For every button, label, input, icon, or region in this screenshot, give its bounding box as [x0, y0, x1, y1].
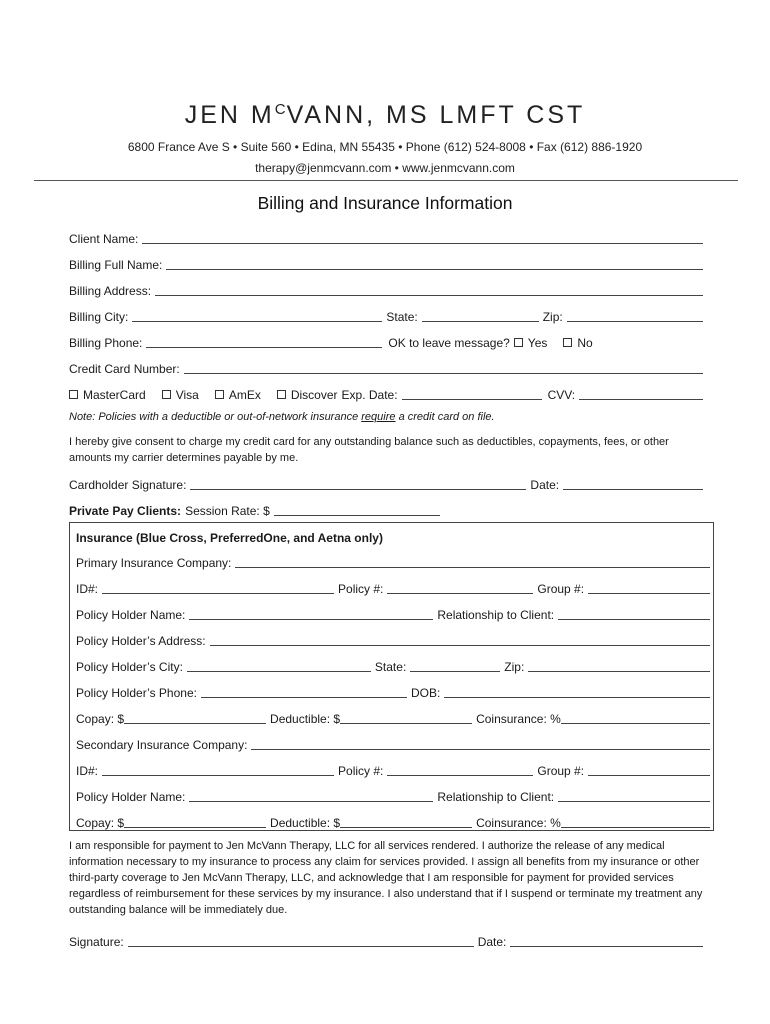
- discover-checkbox[interactable]: [277, 390, 286, 399]
- holder-state-field[interactable]: [410, 659, 500, 672]
- client-name-row: [69, 228, 703, 246]
- exp-date-label: Exp. Date:: [341, 388, 398, 402]
- primary-holder-row: [76, 604, 710, 622]
- private-pay-label: Private Pay Clients:: [69, 504, 182, 518]
- authorization-text: I am responsible for payment to Jen McVann Therapy, LLC for all services rendered. I authorize the release of any medical information necessary to my insurance to process any claim for services provided. I assign all benefits from my insurance or other third-party coverage to Jen McVann Therapy, LLC, and acknowledge that I am responsible for payment for provided services regardless of reimbursement for these services by my insurance. I also understand that if I suspend or terminate my treatment any outstanding balance will be immediately due.: [69, 840, 703, 916]
- holder-address-row: [76, 630, 710, 648]
- primary-ids-row: [76, 578, 710, 596]
- practice-contact: therapy@jenmcvann.com • www.jenmcvann.com: [255, 161, 515, 175]
- primary-company-field[interactable]: [235, 555, 710, 568]
- exp-date-field[interactable]: [402, 387, 542, 400]
- holder-zip-label: Zip:: [504, 660, 525, 674]
- client-name-label: Client Name:: [69, 232, 139, 246]
- primary-costs-row: [76, 708, 710, 726]
- secondary-copay-label: Copay: $: [76, 816, 125, 830]
- credit-card-number-label: Credit Card Number:: [69, 362, 180, 376]
- client-name-field[interactable]: [142, 231, 703, 244]
- cvv-field[interactable]: [579, 387, 703, 400]
- secondary-id-field[interactable]: [102, 763, 334, 776]
- primary-holder-name-label: Policy Holder Name:: [76, 608, 186, 622]
- insurance-heading-row: [76, 527, 696, 545]
- billing-address-label: Billing Address:: [69, 284, 152, 298]
- card-type-row: [69, 384, 703, 402]
- cardholder-date-field[interactable]: [563, 477, 703, 490]
- billing-city-row: [69, 306, 703, 324]
- secondary-company-field[interactable]: [251, 737, 710, 750]
- primary-company-label: Primary Insurance Company:: [76, 556, 232, 570]
- holder-state-label: State:: [374, 660, 407, 674]
- practice-name: JEN $M^CVANN$, MS LMFT CST: [184, 101, 586, 129]
- billing-phone-field[interactable]: [146, 335, 382, 348]
- secondary-holder-row: [76, 786, 710, 804]
- amex-checkbox[interactable]: [215, 390, 224, 399]
- form-title: Billing and Insurance Information: [257, 193, 513, 213]
- secondary-coinsurance-label: Coinsurance: %: [476, 816, 561, 830]
- cardholder-signature-field[interactable]: [190, 477, 526, 490]
- primary-deductible-label: Deductible: $: [270, 712, 341, 726]
- holder-phone-row: [76, 682, 710, 700]
- secondary-copay-field[interactable]: [124, 815, 266, 828]
- primary-copay-label: Copay: $: [76, 712, 125, 726]
- secondary-ids-row: [76, 760, 710, 778]
- billing-state-field[interactable]: [422, 309, 539, 322]
- primary-coinsurance-field[interactable]: [561, 711, 710, 724]
- secondary-id-label: ID#:: [76, 764, 99, 778]
- secondary-policy-label: Policy #:: [338, 764, 384, 778]
- session-rate-label: Session Rate: $: [185, 504, 270, 518]
- billing-city-field[interactable]: [132, 309, 382, 322]
- primary-id-label: ID#:: [76, 582, 99, 596]
- secondary-company-row: [76, 734, 710, 752]
- yes-checkbox[interactable]: [514, 338, 523, 347]
- practice-address: 6800 France Ave S • Suite 560 • Edina, MN 55435 • Phone (612) 524-8008 • Fax (612) 886-1920: [127, 140, 643, 154]
- signature-field[interactable]: [128, 934, 474, 947]
- cardholder-signature-row: [69, 474, 703, 492]
- signature-date-label: Date:: [477, 935, 507, 949]
- secondary-policy-field[interactable]: [387, 763, 533, 776]
- mastercard-label: MasterCard: [83, 388, 146, 402]
- primary-coinsurance-label: Coinsurance: %: [476, 712, 561, 726]
- signature-label: Signature:: [69, 935, 124, 949]
- cardholder-date-label: Date:: [530, 478, 560, 492]
- session-rate-field[interactable]: [274, 503, 440, 516]
- discover-label: Discover: [290, 388, 338, 402]
- billing-full-name-row: [69, 254, 703, 272]
- holder-phone-label: Policy Holder’s Phone:: [76, 686, 197, 700]
- yes-label: Yes: [527, 336, 548, 350]
- primary-copay-field[interactable]: [124, 711, 266, 724]
- secondary-deductible-field[interactable]: [340, 815, 472, 828]
- billing-zip-field[interactable]: [567, 309, 703, 322]
- primary-group-label: Group #:: [537, 582, 585, 596]
- holder-dob-label: DOB:: [410, 686, 441, 700]
- credit-card-number-field[interactable]: [184, 361, 703, 374]
- holder-address-label: Policy Holder’s Address:: [76, 634, 206, 648]
- secondary-group-field[interactable]: [588, 763, 710, 776]
- billing-state-label: State:: [386, 310, 418, 324]
- billing-address-row: [69, 280, 703, 298]
- visa-checkbox[interactable]: [162, 390, 171, 399]
- credit-card-note: Note: Policies with a deductible or out-of-network insurance require a credit card on file.: [69, 411, 495, 423]
- secondary-holder-name-label: Policy Holder Name:: [76, 790, 186, 804]
- insurance-heading: Insurance (Blue Cross, PreferredOne, and Aetna only): [76, 531, 383, 545]
- no-label: No: [577, 336, 593, 350]
- secondary-holder-name-field[interactable]: [189, 789, 433, 802]
- primary-policy-field[interactable]: [387, 581, 533, 594]
- no-checkbox[interactable]: [563, 338, 572, 347]
- visa-label: Visa: [175, 388, 199, 402]
- billing-zip-label: Zip:: [542, 310, 563, 324]
- cardholder-signature-label: Cardholder Signature:: [69, 478, 187, 492]
- holder-address-field[interactable]: [210, 633, 710, 646]
- cvv-label: CVV:: [547, 388, 576, 402]
- credit-card-row: [69, 358, 703, 376]
- primary-relationship-label: Relationship to Client:: [437, 608, 555, 622]
- private-pay-row: [69, 500, 489, 518]
- billing-phone-label: Billing Phone:: [69, 336, 143, 350]
- primary-company-row: [76, 552, 710, 570]
- signature-date-field[interactable]: [510, 934, 703, 947]
- holder-dob-field[interactable]: [444, 685, 710, 698]
- billing-city-label: Billing City:: [69, 310, 129, 324]
- primary-group-field[interactable]: [588, 581, 710, 594]
- holder-phone-field[interactable]: [201, 685, 407, 698]
- primary-deductible-field[interactable]: [340, 711, 472, 724]
- primary-relationship-field[interactable]: [558, 607, 710, 620]
- holder-city-label: Policy Holder’s City:: [76, 660, 183, 674]
- billing-full-name-label: Billing Full Name:: [69, 258, 163, 272]
- signature-row: [69, 931, 703, 949]
- holder-city-field[interactable]: [187, 659, 371, 672]
- secondary-costs-row: [76, 812, 710, 830]
- secondary-relationship-label: Relationship to Client:: [437, 790, 555, 804]
- consent-text: I hereby give consent to charge my credit card for any outstanding balance such as deductibles, copayments, fees, or other amounts my carrier determines payable by me.: [69, 436, 669, 464]
- billing-phone-row: [69, 332, 703, 350]
- primary-id-field[interactable]: [102, 581, 334, 594]
- ok-to-leave-label: OK to leave message?: [388, 336, 510, 350]
- secondary-group-label: Group #:: [537, 764, 585, 778]
- mastercard-checkbox[interactable]: [69, 390, 78, 399]
- holder-zip-field[interactable]: [528, 659, 710, 672]
- primary-holder-name-field[interactable]: [189, 607, 433, 620]
- holder-city-row: [76, 656, 710, 674]
- secondary-relationship-field[interactable]: [558, 789, 710, 802]
- primary-policy-label: Policy #:: [338, 582, 384, 596]
- amex-label: AmEx: [228, 388, 261, 402]
- secondary-coinsurance-field[interactable]: [561, 815, 710, 828]
- header-divider: [34, 180, 738, 181]
- billing-address-field[interactable]: [155, 283, 703, 296]
- secondary-company-label: Secondary Insurance Company:: [76, 738, 248, 752]
- secondary-deductible-label: Deductible: $: [270, 816, 341, 830]
- billing-full-name-field[interactable]: [166, 257, 703, 270]
